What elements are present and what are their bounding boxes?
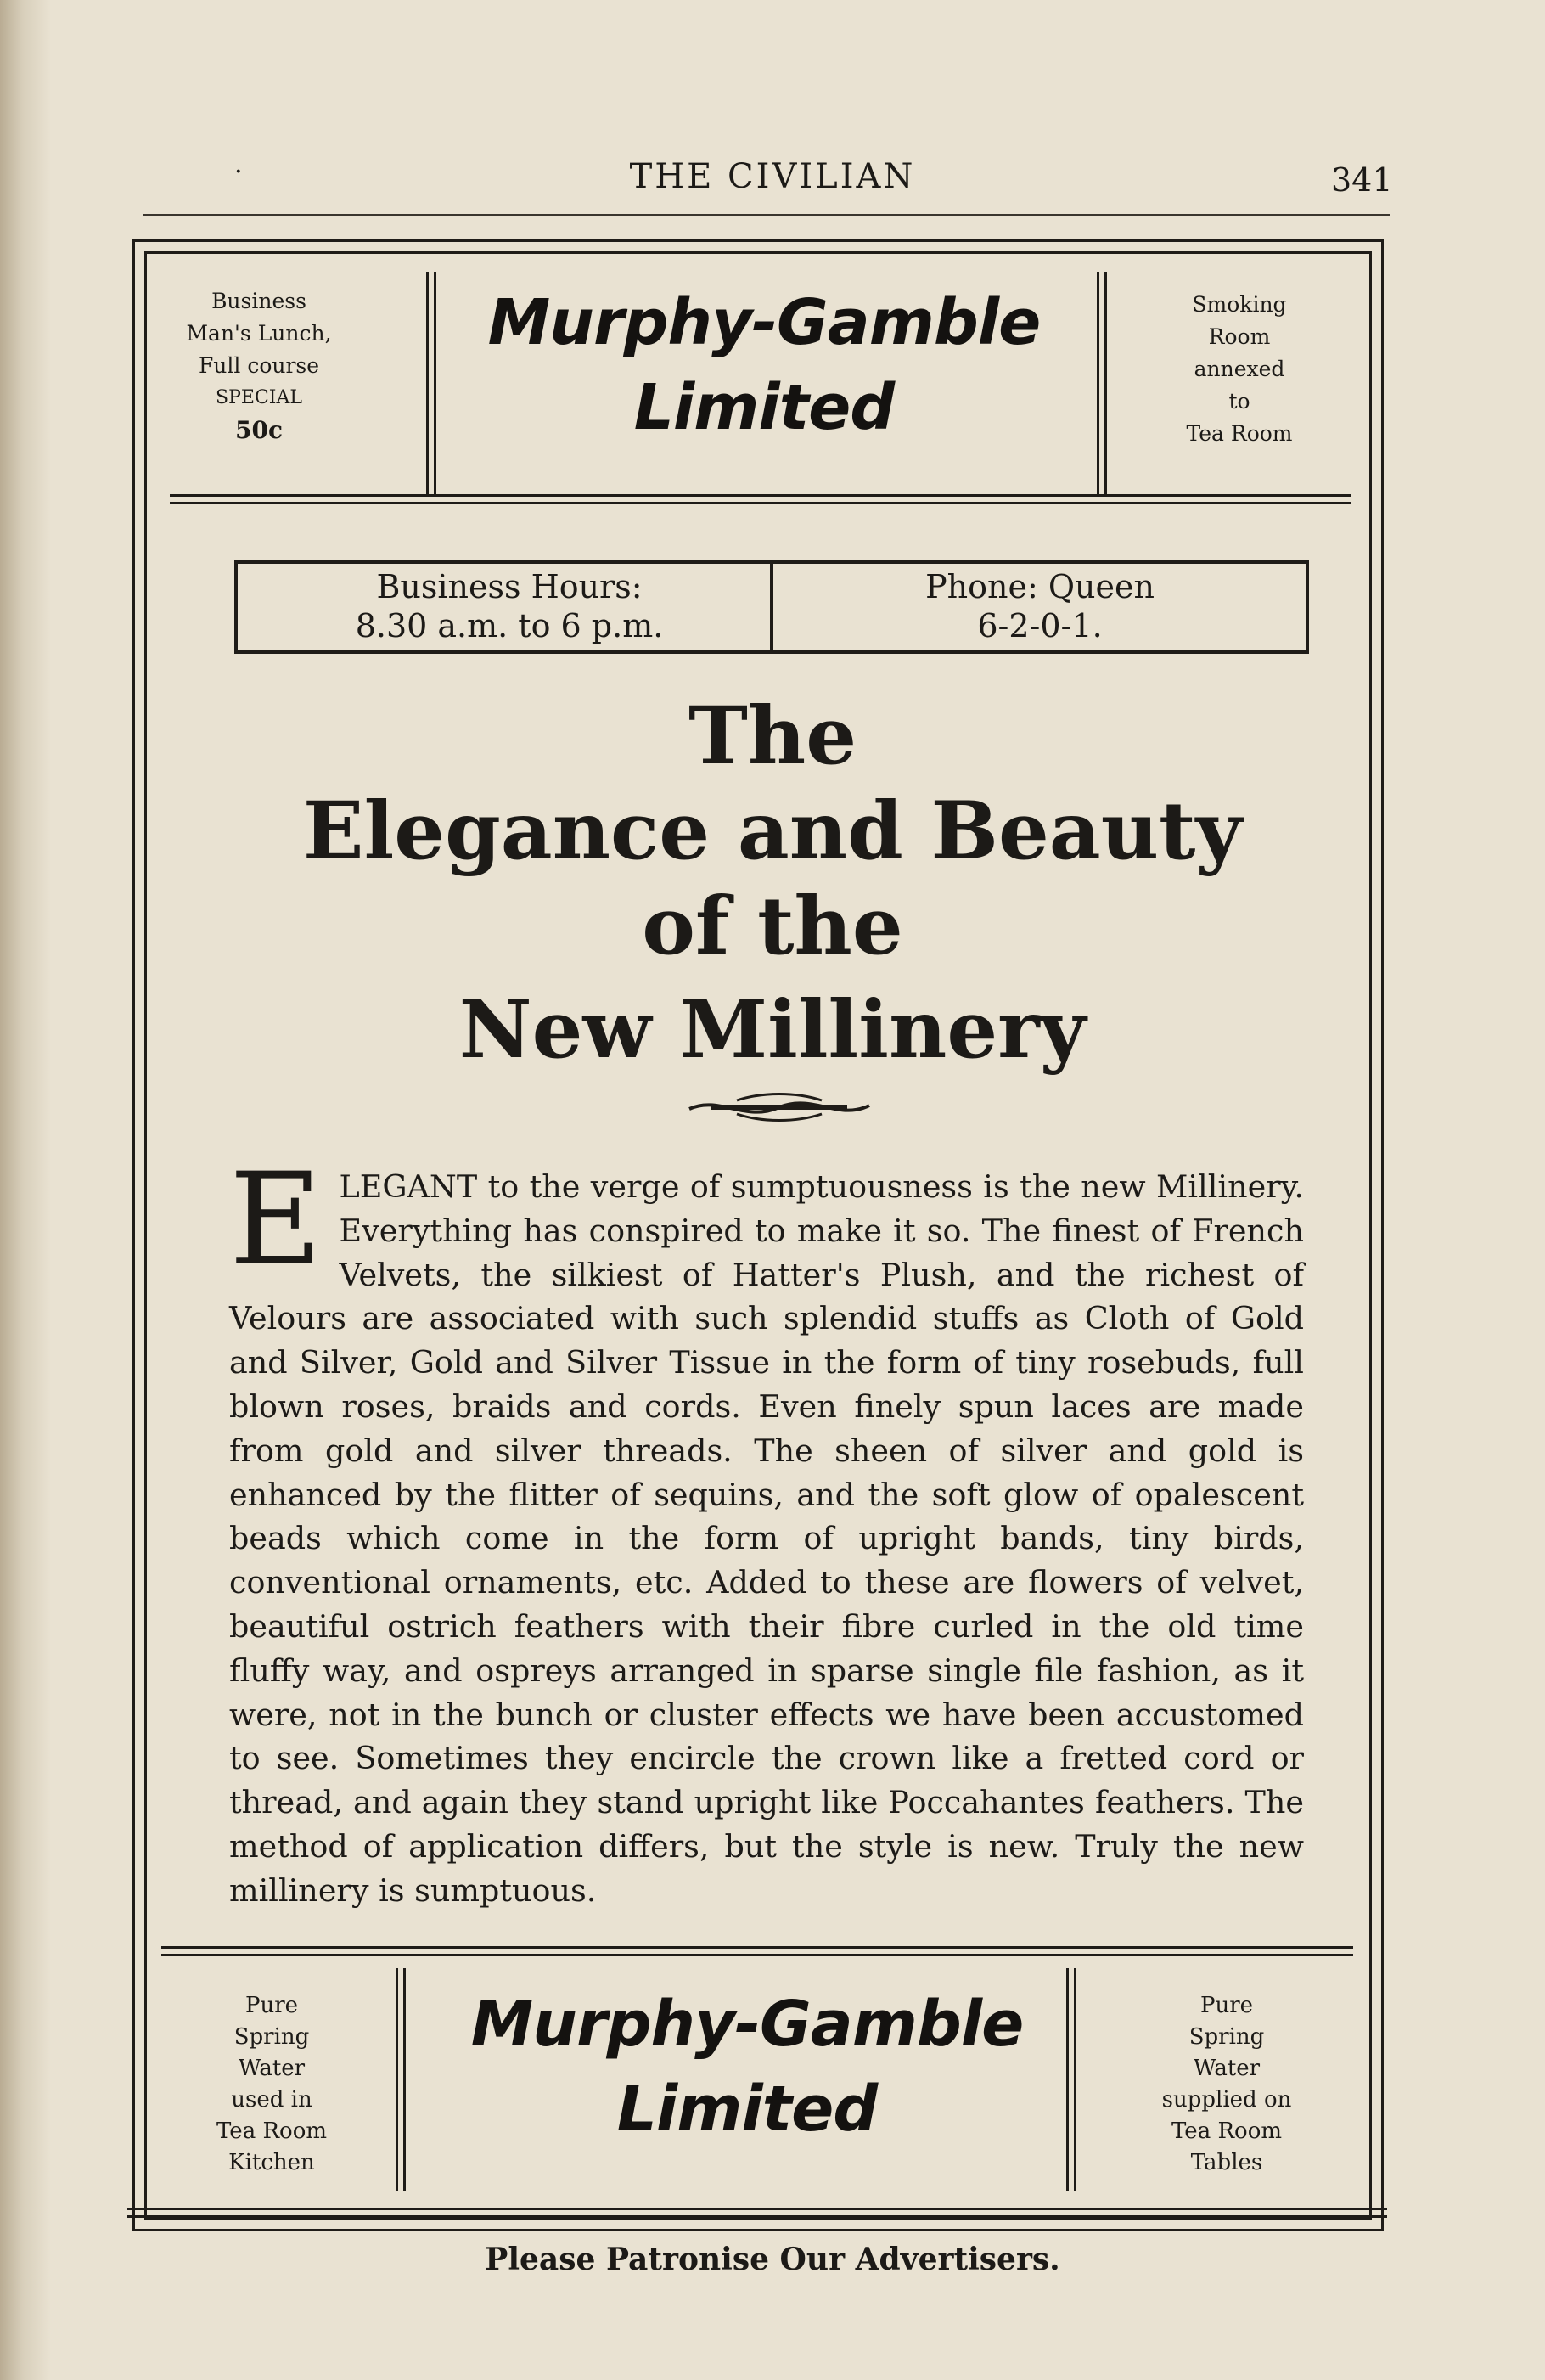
top-left-notice — [170, 285, 348, 447]
headline-line: of the — [642, 880, 903, 973]
business-hours — [255, 567, 764, 645]
notice-line: Full course — [198, 353, 320, 378]
frame-base-rule — [127, 2208, 1387, 2218]
brand-suffix: Limited — [616, 2073, 878, 2146]
article-body — [229, 1146, 1304, 1913]
notice-line: Smoking — [1192, 292, 1287, 317]
notice-line: annexed — [1194, 357, 1285, 381]
flourish-ornament-icon — [686, 1089, 873, 1126]
notice-line: Tea Room — [216, 2118, 327, 2144]
notice-line: Tea Room — [1171, 2118, 1282, 2144]
brand-logo-bottom — [424, 1982, 1070, 2152]
hours-label: Business Hours: — [376, 568, 643, 605]
top-right-notice — [1155, 289, 1324, 450]
notice-line: Pure — [1199, 1993, 1254, 2018]
notice-line: Business — [211, 289, 306, 313]
headline-line: New Millinery — [458, 983, 1087, 1077]
notice-line: SPECIAL — [216, 387, 302, 408]
notice-line: used in — [231, 2087, 312, 2113]
notice-line: Room — [1208, 324, 1271, 349]
bottom-left-notice — [178, 1990, 365, 2179]
notice-line: Tea Room — [1186, 421, 1293, 446]
headline-line: Elegance and Beauty — [302, 785, 1243, 878]
notice-line: Water — [1193, 2056, 1261, 2081]
brand-logo-top — [458, 280, 1070, 450]
panel-divider — [1066, 1968, 1076, 2191]
bottom-right-notice — [1104, 1990, 1350, 2179]
header-mark: . — [234, 149, 243, 179]
panel-rule — [170, 494, 1351, 504]
panel-rule — [161, 1946, 1353, 1956]
drop-cap: E — [229, 1146, 323, 1294]
notice-line: Man's Lunch, — [186, 321, 332, 346]
footer-slogan: Please Patronise Our Advertisers. — [485, 2242, 1060, 2277]
brand-suffix: Limited — [633, 371, 895, 444]
phone-label: Phone: Queen — [925, 568, 1155, 605]
notice-line: Spring — [233, 2024, 310, 2050]
phone-number — [781, 567, 1299, 645]
notice-line: Spring — [1188, 2024, 1265, 2050]
phone-value: 6-2-0-1. — [977, 607, 1103, 644]
hours-value: 8.30 a.m. to 6 p.m. — [355, 607, 664, 644]
header-rule — [143, 214, 1390, 216]
panel-divider — [426, 272, 436, 494]
book-spine-shadow — [0, 0, 51, 2380]
notice-line: Water — [238, 2056, 306, 2081]
notice-line: supplied on — [1161, 2087, 1292, 2113]
notice-line: Kitchen — [228, 2150, 315, 2175]
lunch-price: 50c — [234, 416, 283, 444]
notice-line: Pure — [244, 1993, 299, 2018]
headline-line: The — [688, 689, 857, 783]
notice-line: Tables — [1190, 2150, 1263, 2175]
article-text: LEGANT to the verge of sumptuousness is the new Millinery. Everything has conspired to make it so. The finest of French Velvets, the silkiest of Hatter's Plush, and the richest of Velours are associated with such splendid stuffs as Cloth of Gold and Silver, Gold and Silver Tissue in the form of tiny rosebuds, full blown roses, braids and cords. Even finely spun laces are made from gold and silver threads. The sheen of silver and gold is enhanced by the flitter of sequins, and the soft glow of opalescent beads which come in the form of upright bands, tiny birds, conventional ornaments, etc. Added to these are flowers of velvet, beautiful ostrich feathers with their fibre curled in the old time fluffy way, and ospreys arranged in sparse single file fashion, as it were, not in the bunch or cluster effects we have been accustomed to see. Sometimes they encircle the crown like a fretted cord or thread, and again they stand upright like Poccahantes feathers. The method of application differs, but the style is new. Truly the new millinery is sumptuous. — [229, 1168, 1304, 1909]
running-title: THE CIVILIAN — [629, 157, 916, 196]
panel-divider — [1097, 272, 1107, 494]
notice-line: to — [1228, 389, 1250, 414]
page-number: 341 — [1331, 161, 1393, 199]
brand-name: Murphy-Gamble — [470, 1988, 1024, 2061]
info-box-divider — [770, 564, 773, 650]
brand-name: Murphy-Gamble — [487, 286, 1041, 359]
panel-divider — [396, 1968, 406, 2191]
